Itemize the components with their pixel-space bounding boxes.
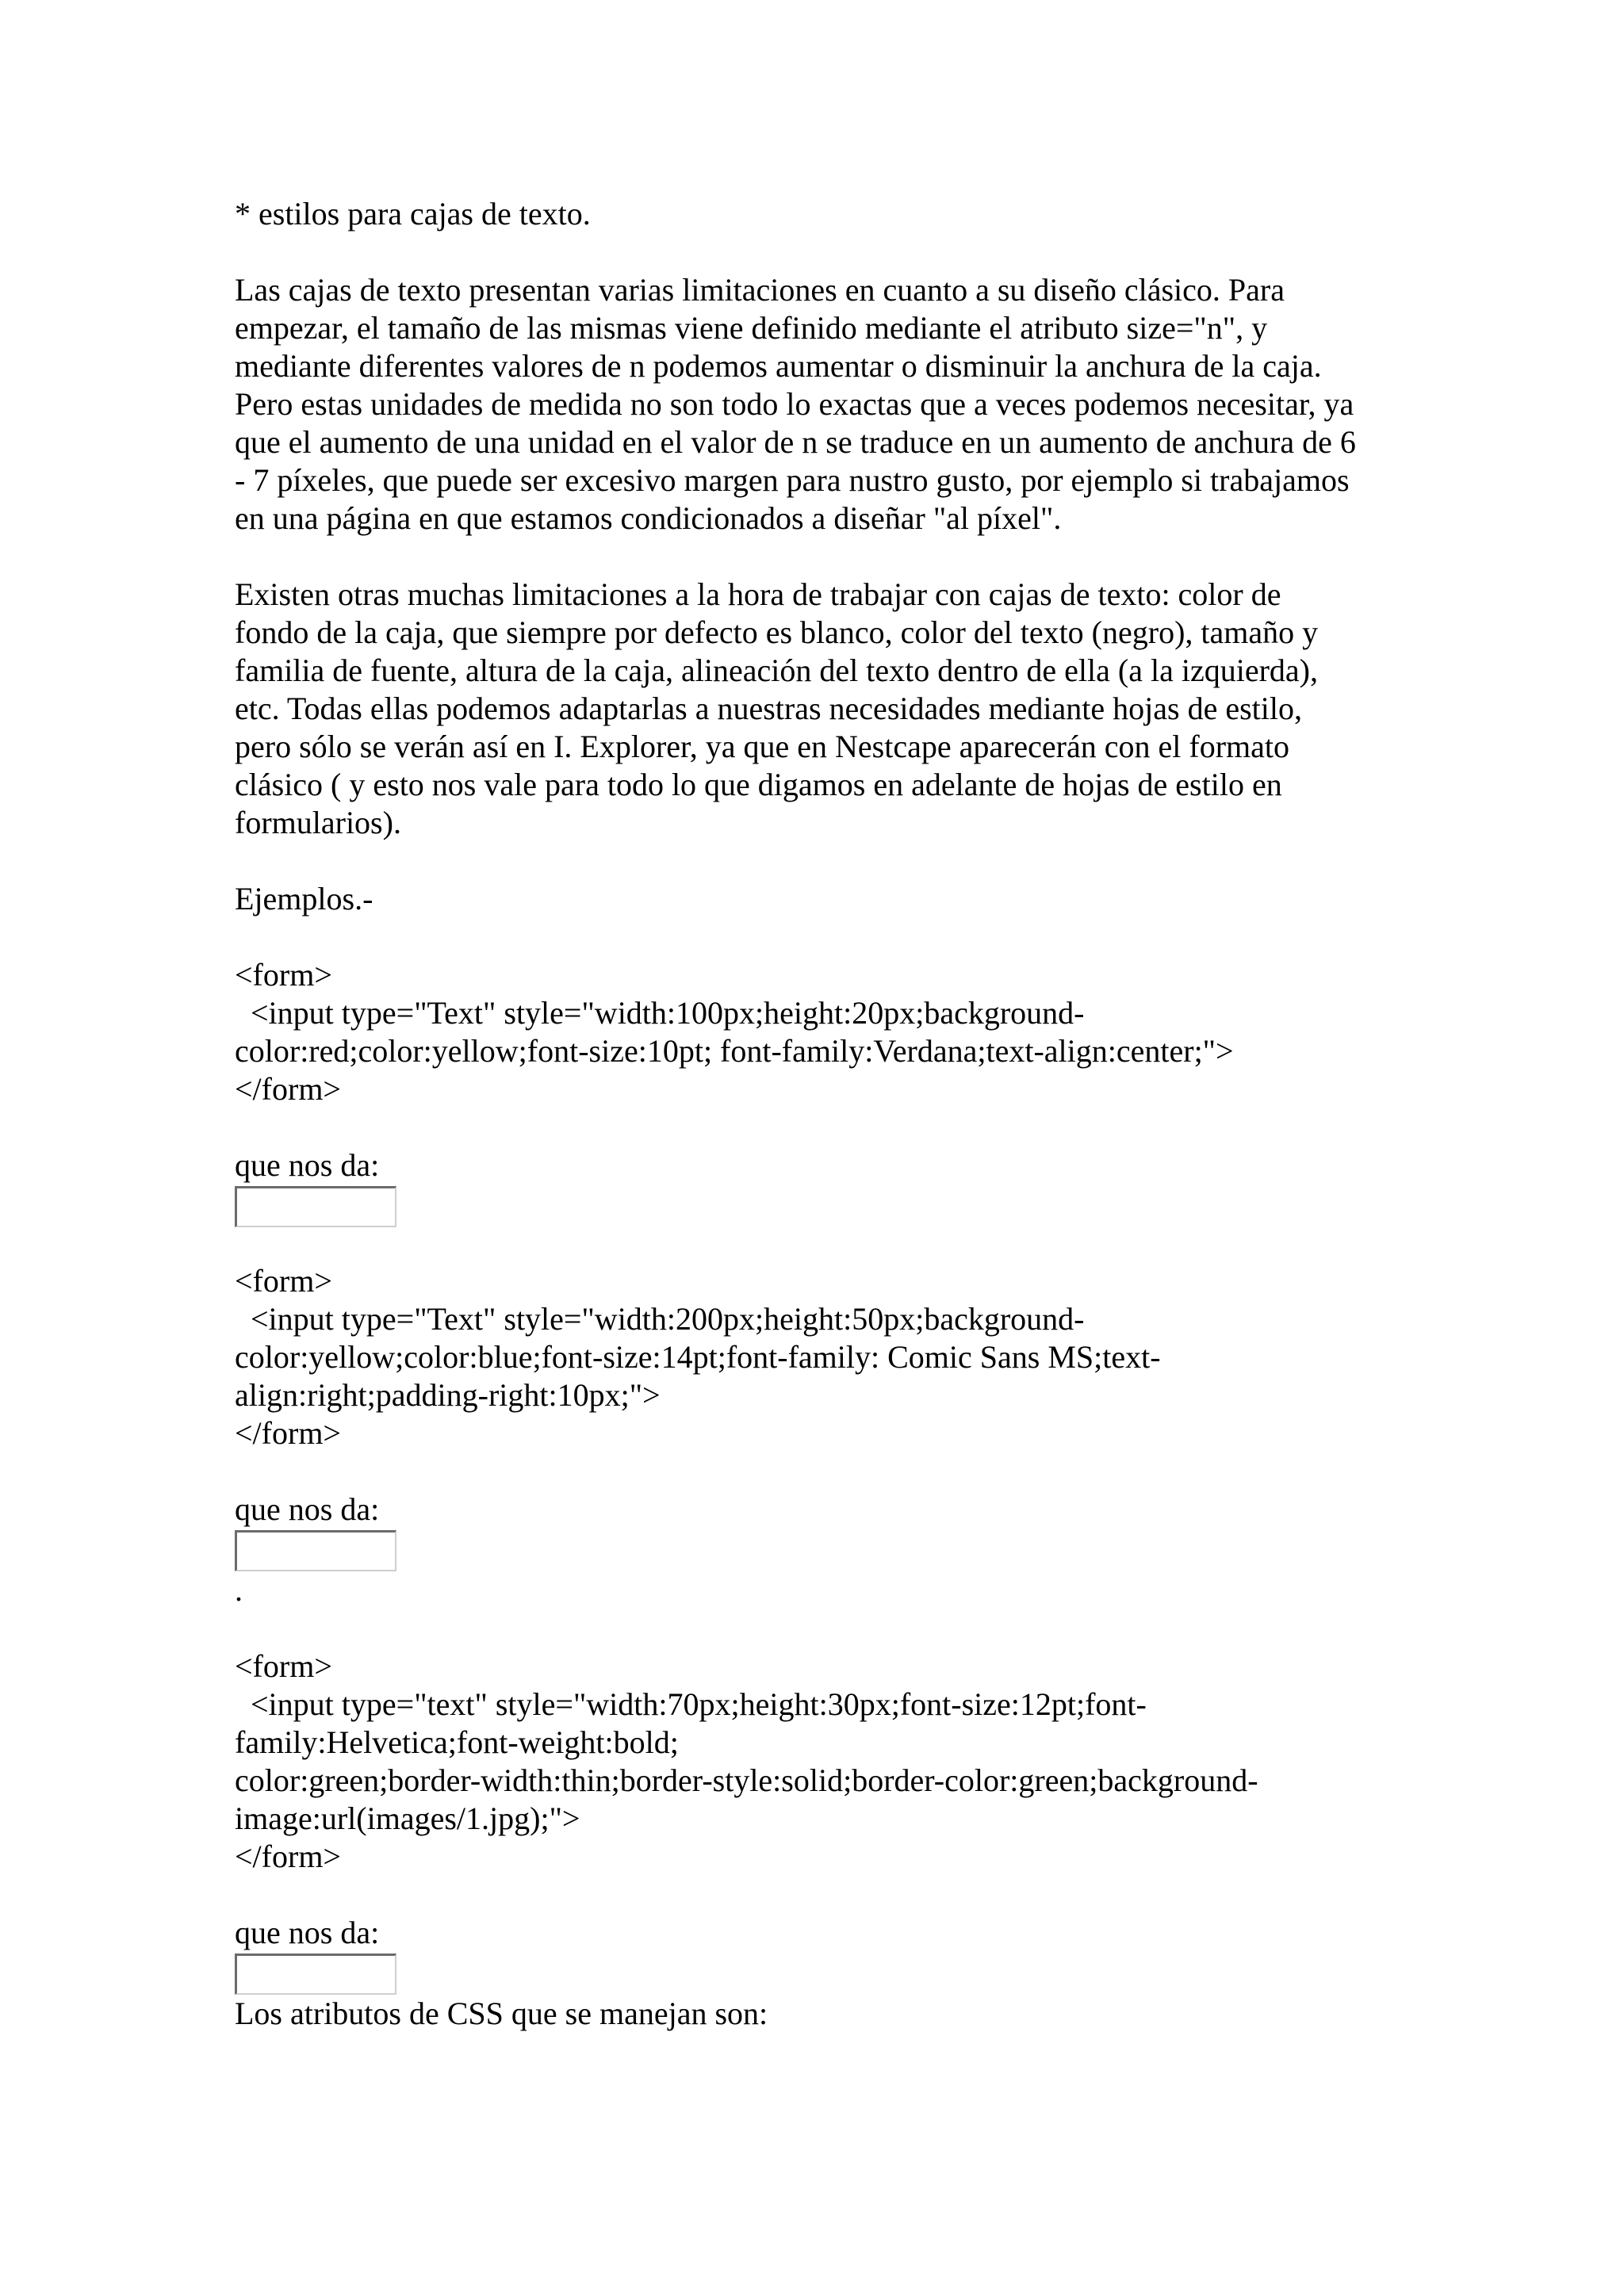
paragraph-line: en una página en que estamos condicionados a diseñar "al píxel". <box>235 500 1062 536</box>
code-line: <form> <box>235 1648 332 1684</box>
code-line: <input type="Text" style="width:100px;height:20px;background- <box>235 995 1085 1031</box>
paragraph-line: clásico ( y esto nos vale para todo lo que digamos en adelante de hojas de estilo en <box>235 767 1282 802</box>
paragraph-line: pero sólo se verán así en I. Explorer, ya que en Nestcape aparecerán con el formato <box>235 729 1289 764</box>
code-line: image:url(images/1.jpg);"> <box>235 1800 580 1836</box>
code-line: </form> <box>235 1071 341 1107</box>
code-line: align:right;padding-right:10px;"> <box>235 1377 661 1413</box>
section-heading: * estilos para cajas de texto. <box>235 196 591 232</box>
paragraph-line: que el aumento de una unidad en el valor de n se traduce en un aumento de anchura de 6 <box>235 424 1356 460</box>
code-line: color:green;border-width:thin;border-style:solid;border-color:green;background- <box>235 1762 1258 1798</box>
code-example-1 <box>235 956 1424 1108</box>
code-line: family:Helvetica;font-weight:bold; <box>235 1724 679 1760</box>
code-line: </form> <box>235 1415 341 1451</box>
separator-dot: . <box>235 1572 243 1608</box>
code-line: <form> <box>235 957 332 993</box>
result-label: que nos da: <box>235 1915 380 1950</box>
sample-text-box-2[interactable] <box>235 1530 396 1571</box>
paragraph-line: fondo de la caja, que siempre por defecto es blanco, color del texto (negro), tamaño y <box>235 614 1319 650</box>
paragraph-limitations <box>235 576 1424 842</box>
paragraph-line: Las cajas de texto presentan varias limitaciones en cuanto a su diseño clásico. Para <box>235 272 1285 308</box>
paragraph-line: empezar, el tamaño de las mismas viene definido mediante el atributo size="n", y <box>235 310 1268 346</box>
code-example-2 <box>235 1262 1424 1452</box>
code-line: <input type="text" style="width:70px;height:30px;font-size:12pt;font- <box>235 1686 1147 1722</box>
paragraph-line: formularios). <box>235 805 401 840</box>
document-content <box>235 195 1424 2033</box>
sample-text-box-3[interactable] <box>235 1954 396 1995</box>
examples-label: Ejemplos.- <box>235 881 373 916</box>
sample-text-box-1[interactable] <box>235 1186 396 1227</box>
closing-line: Los atributos de CSS que se manejan son: <box>235 1996 768 2031</box>
code-example-3 <box>235 1647 1424 1876</box>
code-line: color:red;color:yellow;font-size:10pt; font-family:Verdana;text-align:center;"> <box>235 1033 1234 1069</box>
paragraph-intro <box>235 271 1424 538</box>
code-line: <form> <box>235 1263 332 1299</box>
code-line: color:yellow;color:blue;font-size:14pt;font-family: Comic Sans MS;text- <box>235 1339 1161 1375</box>
code-line: <input type="Text" style="width:200px;height:50px;background- <box>235 1301 1085 1337</box>
paragraph-line: mediante diferentes valores de n podemos aumentar o disminuir la anchura de la caja. <box>235 348 1322 384</box>
paragraph-line: Pero estas unidades de medida no son todo lo exactas que a veces podemos necesitar, ya <box>235 386 1354 422</box>
paragraph-line: familia de fuente, altura de la caja, alineación del texto dentro de ella (a la izquierda), <box>235 652 1318 688</box>
paragraph-line: - 7 píxeles, que puede ser excesivo margen para nustro gusto, por ejemplo si trabajamos <box>235 462 1350 498</box>
code-line: </form> <box>235 1839 341 1874</box>
result-label: que nos da: <box>235 1147 380 1183</box>
paragraph-line: etc. Todas ellas podemos adaptarlas a nuestras necesidades mediante hojas de estilo, <box>235 691 1303 726</box>
paragraph-line: Existen otras muchas limitaciones a la hora de trabajar con cajas de texto: color de <box>235 576 1281 612</box>
result-label: que nos da: <box>235 1491 380 1527</box>
